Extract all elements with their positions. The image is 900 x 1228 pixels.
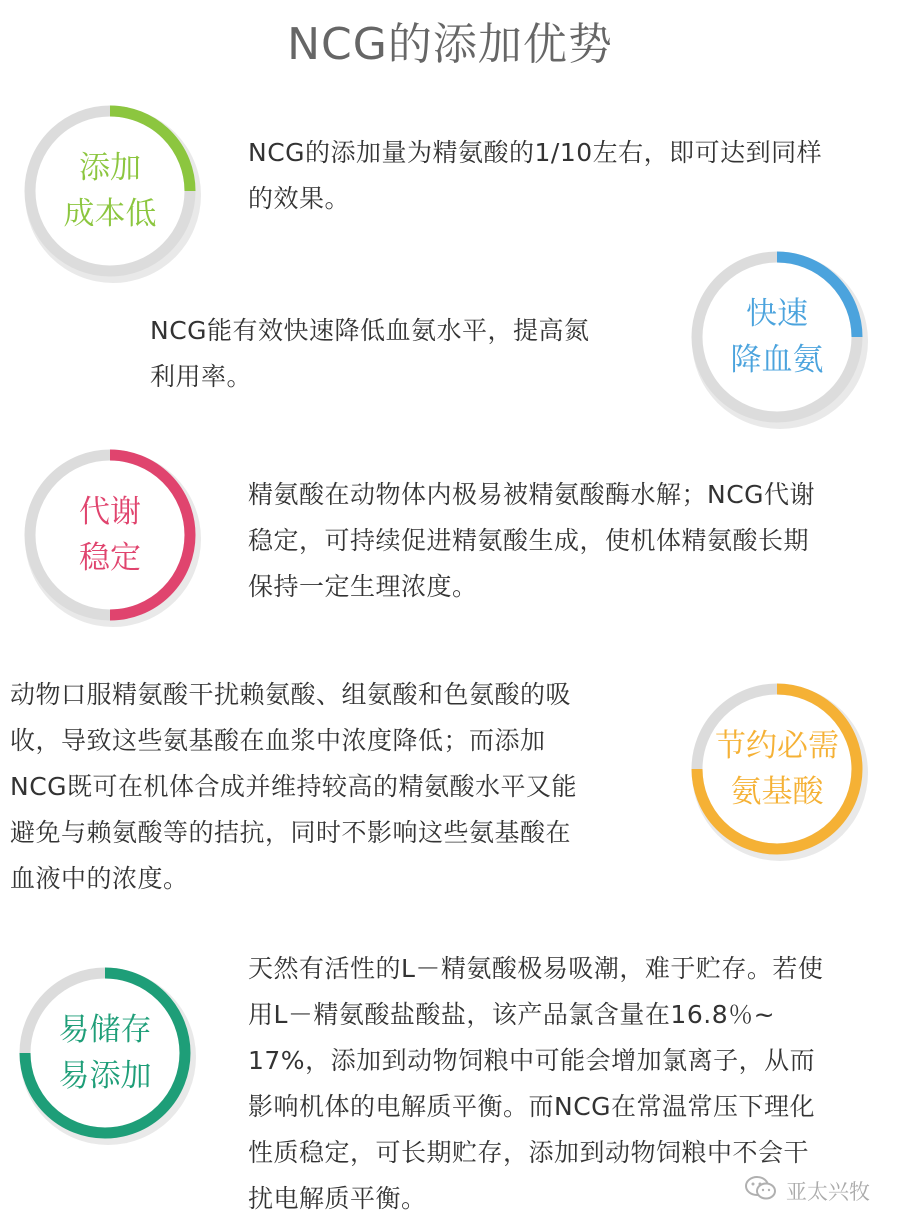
paragraph-line: NCG既可在机体合成并维持较高的精氨酸水平又能	[10, 772, 578, 801]
badge-label-line: 成本低	[63, 196, 157, 232]
badge-label-line: 代谢	[79, 494, 141, 530]
paragraph-line: 稳定，可持续促进精氨酸生成，使机体精氨酸长期	[248, 526, 810, 555]
badge-stable-metabolism	[15, 440, 205, 630]
paragraph-line: 血液中的浓度。	[10, 864, 189, 893]
paragraph-line: 影响机体的电解质平衡。而NCG在常温常压下理化	[248, 1092, 816, 1121]
badge-label	[15, 96, 205, 286]
badge-save-amino-acids	[682, 674, 872, 864]
paragraph-line: 避免与赖氨酸等的拮抗，同时不影响这些氨基酸在	[10, 818, 572, 847]
paragraph-line: 利用率。	[150, 362, 253, 391]
badge-label-line: 添加	[79, 150, 141, 186]
watermark-text: 亚太兴牧	[786, 1179, 870, 1204]
badge-label-line: 降血氨	[730, 342, 824, 378]
badge-low-cost	[15, 96, 205, 286]
badge-label	[10, 958, 200, 1148]
paragraph-line: 的效果。	[248, 184, 351, 213]
paragraph-low-cost	[248, 130, 888, 222]
badge-label-line: 易添加	[58, 1058, 152, 1094]
badge-fast-ammonia	[682, 242, 872, 432]
paragraph-line: 性质稳定，可长期贮存，添加到动物饲粮中不会干	[248, 1138, 810, 1167]
badge-easy-storage	[10, 958, 200, 1148]
paragraph-line: 动物口服精氨酸干扰赖氨酸、组氨酸和色氨酸的吸	[10, 680, 572, 709]
paragraph-line: 17%，添加到动物饲粮中可能会增加氯离子，从而	[248, 1046, 816, 1075]
watermark	[744, 1175, 870, 1206]
badge-label-line: 稳定	[79, 540, 141, 576]
paragraph-line: 精氨酸在动物体内极易被精氨酸酶水解；NCG代谢	[248, 480, 816, 509]
paragraph-line: 用L－精氨酸盐酸盐，该产品氯含量在16.8％~	[248, 1000, 776, 1029]
paragraph-line: NCG能有效快速降低血氨水平，提高氮	[150, 316, 590, 345]
paragraph-stable-metabolism	[248, 472, 893, 610]
paragraph-line: 天然有活性的L－精氨酸极易吸潮，难于贮存。若使	[248, 954, 824, 983]
paragraph-line: 收，导致这些氨基酸在血浆中浓度降低；而添加	[10, 726, 546, 755]
badge-label-line: 易储存	[58, 1012, 152, 1048]
paragraph-save-amino-acids	[10, 672, 660, 902]
badge-label-line: 氨基酸	[730, 774, 824, 810]
badge-label	[682, 242, 872, 432]
paragraph-fast-ammonia	[150, 308, 670, 400]
badge-label-line: 节约必需	[715, 728, 839, 764]
wechat-icon	[744, 1175, 778, 1206]
badge-label	[682, 674, 872, 864]
page-title: NCG的添加优势	[287, 19, 613, 70]
paragraph-line: 保持一定生理浓度。	[248, 572, 478, 601]
paragraph-line: NCG的添加量为精氨酸的1/10左右，即可达到同样	[248, 138, 823, 167]
badge-label	[15, 440, 205, 630]
paragraph-line: 扰电解质平衡。	[248, 1184, 427, 1213]
badge-label-line: 快速	[746, 296, 808, 332]
